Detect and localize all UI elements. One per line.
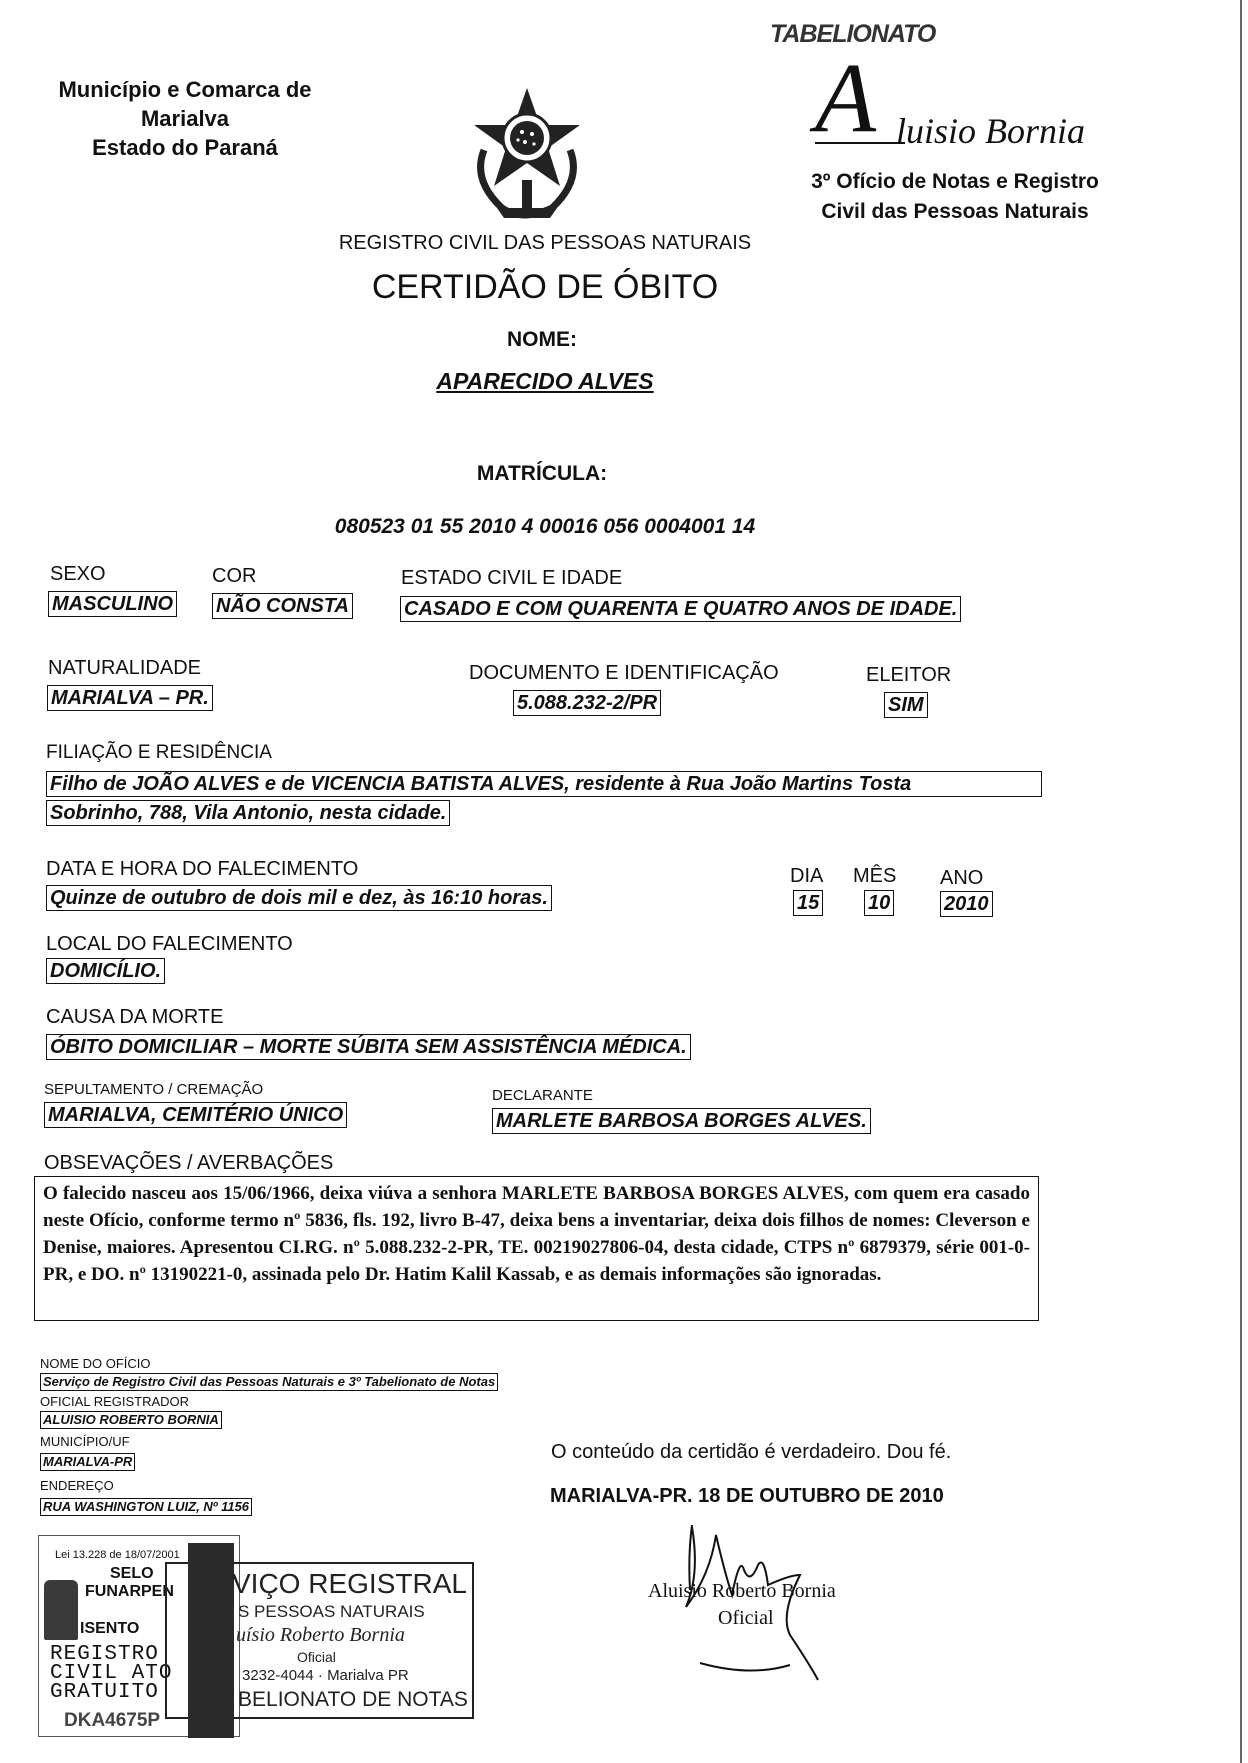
seal-isento: ISENTO xyxy=(80,1620,140,1637)
matricula-value: 080523 01 55 2010 4 00016 056 0004001 14 xyxy=(334,515,756,538)
justice-figure-icon xyxy=(44,1580,78,1640)
cor-value: NÃO CONSTA xyxy=(212,593,353,619)
naturalidade-value: MARIALVA – PR. xyxy=(47,685,213,711)
stamp-line2: S PESSOAS NATURAIS xyxy=(238,1602,425,1621)
page-edge xyxy=(1240,0,1242,1763)
documento-value: 5.088.232-2/PR xyxy=(513,690,661,716)
seal-registro-line1: REGISTRO xyxy=(50,1643,159,1666)
signer-name: Aluisio Roberto Bornia xyxy=(648,1580,836,1602)
notary-logo-name: luisio Bornia xyxy=(896,111,1086,151)
seal-selo: SELO xyxy=(110,1565,154,1582)
filiacao-label: FILIAÇÃO E RESIDÊNCIA xyxy=(46,742,272,763)
naturalidade-label: NATURALIDADE xyxy=(48,657,201,679)
eleitor-label: ELEITOR xyxy=(866,664,952,686)
dia-label: DIA xyxy=(790,865,824,887)
certification-place-date: MARIALVA-PR. 18 DE OUTUBRO DE 2010 xyxy=(550,1485,944,1507)
document-title: CERTIDÃO DE ÓBITO xyxy=(371,268,719,306)
oficial-value: ALUISIO ROBERTO BORNIA xyxy=(40,1411,222,1429)
nome-oficio-value: Serviço de Registro Civil das Pessoas Naturais e 3º Tabelionato de Notas xyxy=(40,1373,498,1391)
local-label: LOCAL DO FALECIMENTO xyxy=(46,933,293,955)
sepultamento-value: MARIALVA, CEMITÉRIO ÚNICO xyxy=(44,1102,347,1128)
municipality-header xyxy=(20,75,350,162)
dia-value: 15 xyxy=(793,890,823,916)
nome-value: APARECIDO ALVES xyxy=(436,368,654,394)
filiacao-line2: Sobrinho, 788, Vila Antonio, nesta cidade. xyxy=(46,800,450,826)
data-hora-label: DATA E HORA DO FALECIMENTO xyxy=(46,858,359,880)
observacoes-label: OBSEVAÇÕES / AVERBAÇÕES xyxy=(44,1152,334,1174)
eleitor-value: SIM xyxy=(884,692,928,718)
municipality-line2: Estado do Paraná xyxy=(92,135,278,160)
office-line2: Civil das Pessoas Naturais xyxy=(821,200,1089,223)
stamp-line5: 3232-4044 · Marialva PR xyxy=(242,1667,409,1684)
office-title xyxy=(790,167,1120,227)
local-value: DOMICÍLIO. xyxy=(46,958,165,984)
mes-label: MÊS xyxy=(853,865,897,887)
seal-registro-line2: CIVIL ATO xyxy=(50,1662,173,1685)
matricula-label: MATRÍCULA: xyxy=(476,462,608,485)
observacoes-text: O falecido nasceu aos 15/06/1966, deixa viúva a senhora MARLETE BARBOSA BORGES ALVES, com quem era casado neste Ofício, conforme termo nº 5836, fls. 192, livro B-47, deixa bens a inventariar, deixa dois filhos de nomes: Cleverson e Denise, maiores. Apresentou CI.RG. nº 5.088.232-2-PR, TE. 00219027806-04, desta cidade, CTPS nº 6879379, série 001-0-PR, e DO. nº 13190221-0, assinada pelo Dr. Hatim Kalil Kassab, e as demais informações são ignoradas. xyxy=(34,1176,1039,1321)
documento-label: DOCUMENTO E IDENTIFICAÇÃO xyxy=(469,662,779,684)
municipality-line1: Município e Comarca de Marialva xyxy=(58,77,312,131)
ano-label: ANO xyxy=(940,867,984,889)
notary-logo-initial: A xyxy=(815,42,877,153)
nome-oficio-label: NOME DO OFÍCIO xyxy=(40,1356,151,1371)
municipio-value: MARIALVA-PR xyxy=(40,1453,135,1471)
causa-value: ÓBITO DOMICILIAR – MORTE SÚBITA SEM ASSISTÊNCIA MÉDICA. xyxy=(46,1034,691,1060)
stamp-line6: BELIONATO DE NOTAS xyxy=(238,1688,468,1711)
mes-value: 10 xyxy=(864,890,894,916)
registry-title: REGISTRO CIVIL DAS PESSOAS NATURAIS xyxy=(338,232,752,254)
stamp-title: VIÇO REGISTRAL xyxy=(232,1568,467,1599)
declarante-label: DECLARANTE xyxy=(492,1087,593,1104)
municipio-label: MUNICÍPIO/UF xyxy=(40,1434,130,1449)
declarante-value: MARLETE BARBOSA BORGES ALVES. xyxy=(492,1108,871,1134)
causa-label: CAUSA DA MORTE xyxy=(46,1006,224,1028)
oficial-label: OFICIAL REGISTRADOR xyxy=(40,1394,190,1409)
estado-civil-value: CASADO E COM QUARENTA E QUATRO ANOS DE IDADE. xyxy=(400,596,961,622)
sexo-value: MASCULINO xyxy=(48,591,177,617)
nome-label: NOME: xyxy=(507,328,577,351)
stamp-line4: Oficial xyxy=(297,1649,336,1665)
stamp-emblem-icon xyxy=(188,1543,234,1738)
cor-label: COR xyxy=(212,565,257,587)
coat-of-arms-icon xyxy=(462,80,592,225)
estado-civil-label: ESTADO CIVIL E IDADE xyxy=(401,567,623,589)
filiacao-line1: Filho de JOÃO ALVES e de VICENCIA BATISTA ALVES, residente à Rua João Martins Tosta xyxy=(46,771,1042,797)
tabelionato-label: TABELIONATO xyxy=(770,20,936,48)
sexo-label: SEXO xyxy=(50,563,106,585)
data-hora-value: Quinze de outubro de dois mil e dez, às 16:10 horas. xyxy=(46,885,552,911)
signer-title: Oficial xyxy=(718,1607,774,1629)
seal-funarpen: FUNARPEN xyxy=(85,1583,174,1600)
seal-registro-line3: GRATUITO xyxy=(50,1681,159,1704)
ano-value: 2010 xyxy=(940,891,993,917)
stamp-line3: uísio Roberto Bornia xyxy=(236,1624,405,1646)
logo-underline xyxy=(815,142,905,144)
endereco-label: ENDEREÇO xyxy=(40,1478,114,1493)
endereco-value: RUA WASHINGTON LUIZ, Nº 1156 xyxy=(40,1498,252,1516)
seal-code: DKA4675P xyxy=(64,1710,161,1731)
seal-law: Lei 13.228 de 18/07/2001 xyxy=(55,1549,180,1561)
sepultamento-label: SEPULTAMENTO / CREMAÇÃO xyxy=(44,1081,264,1098)
seal-gratuito-text xyxy=(50,1645,172,1702)
certification-statement: O conteúdo da certidão é verdadeiro. Dou fé. xyxy=(551,1441,952,1463)
office-line1: 3º Ofício de Notas e Registro xyxy=(811,170,1099,193)
